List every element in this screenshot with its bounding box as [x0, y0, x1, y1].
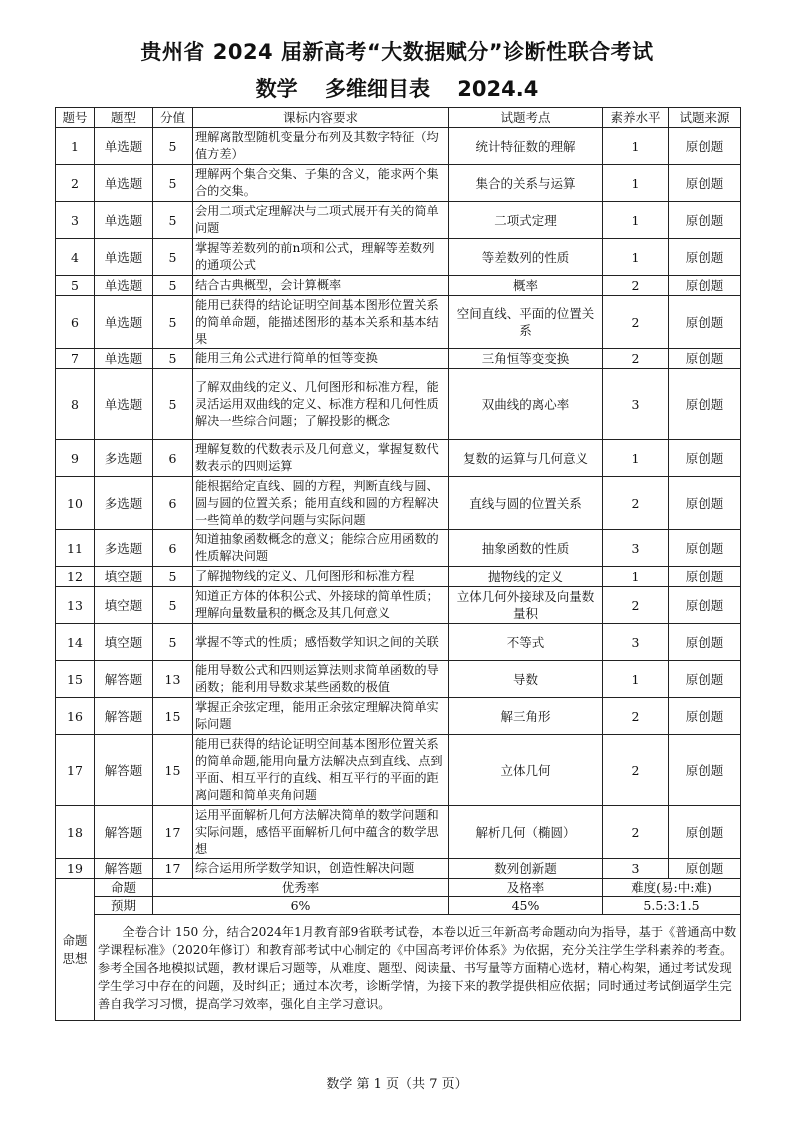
row-score: 6 — [153, 440, 193, 477]
summary-head-label: 命题 — [95, 879, 153, 897]
row-type: 填空题 — [95, 587, 153, 624]
row-requirement: 能用已获得的结论证明空间基本图形位置关系的简单命题，能描述图形的基本关系和基本结果 — [193, 296, 449, 349]
summary-head-pass: 及格率 — [449, 879, 603, 897]
row-source: 原创题 — [669, 661, 741, 698]
table-body — [56, 128, 741, 879]
header-point: 试题考点 — [449, 108, 603, 128]
row-requirement: 会用二项式定理解决与二项式展开有关的简单问题 — [193, 202, 449, 239]
row-source: 原创题 — [669, 369, 741, 440]
row-point: 三角恒等变变换 — [449, 349, 603, 369]
row-no: 8 — [56, 369, 95, 440]
row-source: 原创题 — [669, 624, 741, 661]
row-score: 5 — [153, 165, 193, 202]
row-score: 13 — [153, 661, 193, 698]
row-no: 7 — [56, 349, 95, 369]
document-title: 贵州省 2024 届新高考“大数据赋分”诊断性联合考试 — [140, 40, 654, 64]
table-row — [56, 806, 741, 859]
row-score: 5 — [153, 567, 193, 587]
row-type: 单选题 — [95, 202, 153, 239]
subtitle-doc: 多维细目表 — [324, 77, 430, 101]
row-point: 等差数列的性质 — [449, 239, 603, 276]
row-source: 原创题 — [669, 202, 741, 239]
document-subtitle — [0, 73, 794, 103]
table-row — [56, 661, 741, 698]
row-no: 14 — [56, 624, 95, 661]
header-no: 题号 — [56, 108, 95, 128]
row-point: 立体几何外接球及向量数量积 — [449, 587, 603, 624]
row-no: 3 — [56, 202, 95, 239]
row-score: 5 — [153, 276, 193, 296]
row-requirement: 了解双曲线的定义、几何图形和标准方程，能灵活运用双曲线的定义、标准方程和几何性质解决一些综合问题；了解投影的概念 — [193, 369, 449, 440]
row-score: 5 — [153, 202, 193, 239]
subtitle-subject: 数学 — [255, 77, 298, 101]
row-source: 原创题 — [669, 806, 741, 859]
row-level: 1 — [603, 567, 669, 587]
row-score: 17 — [153, 806, 193, 859]
row-no: 6 — [56, 296, 95, 349]
row-level: 2 — [603, 349, 669, 369]
row-type: 解答题 — [95, 859, 153, 879]
header-source: 试题来源 — [669, 108, 741, 128]
row-point: 集合的关系与运算 — [449, 165, 603, 202]
row-requirement: 理解两个集合交集、子集的含义，能求两个集合的交集。 — [193, 165, 449, 202]
row-score: 15 — [153, 735, 193, 806]
row-point: 抽象函数的性质 — [449, 530, 603, 567]
row-requirement: 能用已获得的结论证明空间基本图形位置关系的简单命题,能用向量方法解决点到直线、点到平面、相互平行的直线、相互平行的平面的距离问题和简单夹角问题 — [193, 735, 449, 806]
row-type: 解答题 — [95, 698, 153, 735]
row-point: 概率 — [449, 276, 603, 296]
row-type: 填空题 — [95, 567, 153, 587]
row-score: 5 — [153, 128, 193, 165]
summary-text-row — [56, 915, 741, 1021]
header-requirement: 课标内容要求 — [193, 108, 449, 128]
row-score: 5 — [153, 349, 193, 369]
summary-expect-excellent: 6% — [153, 897, 449, 915]
row-score: 6 — [153, 530, 193, 567]
table-row — [56, 624, 741, 661]
header-type: 题型 — [95, 108, 153, 128]
row-score: 6 — [153, 477, 193, 530]
row-requirement: 知道抽象函数概念的意义；能综合应用函数的性质解决问题 — [193, 530, 449, 567]
row-requirement: 掌握等差数列的前n项和公式，理解等差数列的通项公式 — [193, 239, 449, 276]
row-score: 5 — [153, 296, 193, 349]
page-footer: 数学 第 1 页（共 7 页） — [326, 1077, 468, 1092]
row-requirement: 能用三角公式进行简单的恒等变换 — [193, 349, 449, 369]
row-no: 5 — [56, 276, 95, 296]
row-no: 17 — [56, 735, 95, 806]
row-requirement: 掌握不等式的性质；感悟数学知识之间的关联 — [193, 624, 449, 661]
row-level: 2 — [603, 806, 669, 859]
row-point: 复数的运算与几何意义 — [449, 440, 603, 477]
row-source: 原创题 — [669, 859, 741, 879]
row-score: 17 — [153, 859, 193, 879]
row-type: 多选题 — [95, 440, 153, 477]
table-row — [56, 530, 741, 567]
row-level: 2 — [603, 477, 669, 530]
table-row — [56, 369, 741, 440]
row-no: 4 — [56, 239, 95, 276]
row-score: 5 — [153, 624, 193, 661]
row-level: 1 — [603, 239, 669, 276]
table-row — [56, 128, 741, 165]
row-no: 10 — [56, 477, 95, 530]
table-row — [56, 859, 741, 879]
table-row — [56, 698, 741, 735]
row-type: 单选题 — [95, 239, 153, 276]
row-score: 5 — [153, 239, 193, 276]
row-level: 3 — [603, 530, 669, 567]
row-source: 原创题 — [669, 477, 741, 530]
table-row — [56, 735, 741, 806]
row-level: 2 — [603, 735, 669, 806]
summary-head-row — [56, 879, 741, 897]
row-requirement: 知道正方体的体积公式、外接球的简单性质；理解向量数量积的概念及其几何意义 — [193, 587, 449, 624]
row-requirement: 掌握正余弦定理，能用正余弦定理解决简单实际问题 — [193, 698, 449, 735]
row-level: 1 — [603, 661, 669, 698]
row-point: 抛物线的定义 — [449, 567, 603, 587]
row-no: 9 — [56, 440, 95, 477]
row-type: 解答题 — [95, 661, 153, 698]
row-requirement: 综合运用所学数学知识，创造性解决问题 — [193, 859, 449, 879]
row-point: 二项式定理 — [449, 202, 603, 239]
row-level: 2 — [603, 296, 669, 349]
summary-section — [56, 879, 741, 1021]
table-row — [56, 349, 741, 369]
row-source: 原创题 — [669, 239, 741, 276]
row-type: 单选题 — [95, 276, 153, 296]
row-level: 2 — [603, 698, 669, 735]
row-source: 原创题 — [669, 128, 741, 165]
summary-head-excellent: 优秀率 — [153, 879, 449, 897]
row-requirement: 理解复数的代数表示及几何意义，掌握复数代数表示的四则运算 — [193, 440, 449, 477]
row-point: 统计特征数的理解 — [449, 128, 603, 165]
spec-table — [55, 107, 741, 1021]
row-type: 单选题 — [95, 369, 153, 440]
table-row — [56, 202, 741, 239]
table-row — [56, 276, 741, 296]
row-no: 15 — [56, 661, 95, 698]
row-level: 1 — [603, 440, 669, 477]
row-no: 19 — [56, 859, 95, 879]
row-score: 5 — [153, 587, 193, 624]
table-row — [56, 440, 741, 477]
row-requirement: 了解抛物线的定义、几何图形和标准方程 — [193, 567, 449, 587]
row-type: 多选题 — [95, 477, 153, 530]
summary-expect-difficulty: 5.5:3:1.5 — [603, 897, 741, 915]
row-source: 原创题 — [669, 296, 741, 349]
table-header-row — [56, 108, 741, 128]
row-source: 原创题 — [669, 530, 741, 567]
row-point: 解三角形 — [449, 698, 603, 735]
row-no: 16 — [56, 698, 95, 735]
row-score: 15 — [153, 698, 193, 735]
row-level: 3 — [603, 624, 669, 661]
summary-head-difficulty: 难度(易:中:难) — [603, 879, 741, 897]
row-type: 单选题 — [95, 349, 153, 369]
summary-text: 全卷合计 150 分，结合2024年1月教育部9省联考试卷，本卷以近三年新高考命题动向为指导，基于《普通高中数学课程标准》（2020年修订）和教育部考试中心制定的《中国高考评价体系》为依据，充分关注学生学科素养的考查。参考全国各地模拟试题，教材课后习题等，从难度、题型、阅读量、书写量等方面精心选材，精心构架，通过考试发现学生学习中存在的问题，及时纠正；通过本次考，诊断学情，为接下来的教学提供相应依据；同时通过考试倒逼学生完善自我学习习惯，提高学习效率，强化自主学习意识。 — [95, 915, 741, 1021]
row-source: 原创题 — [669, 440, 741, 477]
row-source: 原创题 — [669, 165, 741, 202]
row-point: 数列创新题 — [449, 859, 603, 879]
table-row — [56, 239, 741, 276]
row-no: 11 — [56, 530, 95, 567]
row-type: 填空题 — [95, 624, 153, 661]
summary-label: 命题思想 — [56, 879, 95, 1021]
row-level: 3 — [603, 369, 669, 440]
header-score: 分值 — [153, 108, 193, 128]
row-requirement: 能根据给定直线、圆的方程，判断直线与圆、圆与圆的位置关系；能用直线和圆的方程解决一些简单的数学问题与实际问题 — [193, 477, 449, 530]
row-score: 5 — [153, 369, 193, 440]
row-point: 立体几何 — [449, 735, 603, 806]
row-point: 导数 — [449, 661, 603, 698]
row-point: 不等式 — [449, 624, 603, 661]
row-point: 解析几何（椭圆） — [449, 806, 603, 859]
row-point: 双曲线的离心率 — [449, 369, 603, 440]
row-no: 2 — [56, 165, 95, 202]
row-no: 13 — [56, 587, 95, 624]
row-level: 1 — [603, 202, 669, 239]
row-requirement: 能用导数公式和四则运算法则求简单函数的导函数；能利用导数求某些函数的极值 — [193, 661, 449, 698]
row-source: 原创题 — [669, 587, 741, 624]
summary-expect-row — [56, 897, 741, 915]
row-source: 原创题 — [669, 735, 741, 806]
row-requirement: 运用平面解析几何方法解决简单的数学问题和实际问题，感悟平面解析几何中蕴含的数学思想 — [193, 806, 449, 859]
row-source: 原创题 — [669, 698, 741, 735]
row-level: 2 — [603, 587, 669, 624]
subtitle-date: 2024.4 — [457, 77, 539, 101]
header-level: 素养水平 — [603, 108, 669, 128]
table-row — [56, 477, 741, 530]
row-type: 单选题 — [95, 165, 153, 202]
row-source: 原创题 — [669, 567, 741, 587]
table-row — [56, 587, 741, 624]
row-source: 原创题 — [669, 276, 741, 296]
row-source: 原创题 — [669, 349, 741, 369]
row-no: 18 — [56, 806, 95, 859]
row-type: 解答题 — [95, 735, 153, 806]
table-row — [56, 296, 741, 349]
summary-expect-pass: 45% — [449, 897, 603, 915]
row-requirement: 结合古典概型，会计算概率 — [193, 276, 449, 296]
row-type: 多选题 — [95, 530, 153, 567]
table-row — [56, 567, 741, 587]
row-level: 3 — [603, 859, 669, 879]
row-no: 12 — [56, 567, 95, 587]
row-level: 1 — [603, 165, 669, 202]
table-row — [56, 165, 741, 202]
row-level: 2 — [603, 276, 669, 296]
summary-expect-label: 预期 — [95, 897, 153, 915]
row-type: 单选题 — [95, 128, 153, 165]
row-requirement: 理解离散型随机变量分布列及其数字特征（均值方差） — [193, 128, 449, 165]
row-point: 直线与圆的位置关系 — [449, 477, 603, 530]
row-point: 空间直线、平面的位置关系 — [449, 296, 603, 349]
row-type: 单选题 — [95, 296, 153, 349]
row-no: 1 — [56, 128, 95, 165]
row-level: 1 — [603, 128, 669, 165]
row-type: 解答题 — [95, 806, 153, 859]
